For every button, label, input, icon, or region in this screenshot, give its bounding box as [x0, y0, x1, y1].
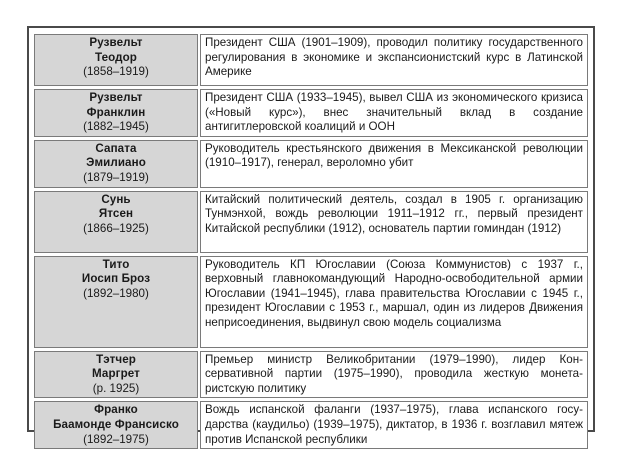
person-name-cell	[34, 351, 198, 399]
person-years: (1866–1925)	[83, 221, 149, 235]
person-years: (1882–1945)	[83, 120, 149, 134]
person-name-line2: Маргрет	[92, 367, 140, 381]
person-name-line2: Иосип Броз	[81, 272, 151, 286]
person-years: (1879–1919)	[83, 170, 149, 184]
person-name-line1: Тито	[102, 257, 130, 271]
table-row	[34, 89, 588, 137]
table-row	[34, 34, 588, 86]
person-name-cell	[34, 140, 198, 188]
person-years: (1892–1975)	[83, 432, 149, 446]
person-name-line1: Тэтчер	[96, 352, 136, 366]
person-name-cell	[34, 401, 198, 449]
biography-table	[32, 31, 590, 452]
person-description: Руководитель КП Югославии (Союза Коммунистов) с 1937 г., верховный главнокомандующий Народно-освободительной армии Югославии (1941–1945), глава правительства Югославии с 1945 г., президент Югославии с 1953 г., маршал, один из лидеров Движения неприсоединения, выдвинул свою модель социализма	[200, 256, 588, 348]
person-name-line1: Рузвельт	[89, 91, 143, 104]
person-name-line2: Франклин	[86, 105, 146, 119]
person-name-line2: Баамонде Франсиско	[53, 417, 179, 431]
person-years: (1892–1980)	[83, 286, 149, 300]
person-description: Руководитель крестьянского движения в Мексиканской революции (1910–1917), генерал, вероломно убит	[200, 140, 588, 188]
person-name-line1: Франко	[94, 403, 138, 417]
person-name-cell	[34, 256, 198, 348]
person-description: Китайский политический деятель, создал в 1905 г. организацию Тунмэнхой, вождь революции 1911–1912 гг., первый президент Китайской республики (1912), основатель партии гоминдан (1912)	[200, 191, 588, 253]
person-years: (р. 1925)	[92, 381, 140, 395]
person-years: (1858–1919)	[83, 65, 149, 79]
person-name-line1: Рузвельт	[89, 36, 143, 49]
person-name-line1: Сапата	[95, 141, 137, 155]
biography-table-frame	[27, 26, 595, 446]
table-row	[34, 401, 588, 449]
person-name-cell	[34, 89, 198, 137]
person-name-cell	[34, 34, 198, 86]
person-name-line2: Эмилиано	[86, 156, 146, 170]
table-row	[34, 191, 588, 253]
person-description: Президент США (1933–1945), вывел США из экономического кризиса («Новый курс»), внес значительный вклад в создание антигитлеровской коалиций и ООН	[200, 89, 588, 137]
person-description: Президент США (1901–1909), проводил политику государственного регулирования в экономике и экспансионистский курс в Латинской Америке	[200, 34, 588, 86]
table-row	[34, 351, 588, 399]
person-name-line2: Теодор	[94, 50, 137, 64]
person-description: Вождь испанской фаланги (1937–1975), глава испанского государства (каудильо) (1939–1975), диктатор, в 1936 г. возглавил мятеж против Испанской республики	[200, 401, 588, 449]
table-row	[34, 140, 588, 188]
table-row	[34, 256, 588, 348]
person-name-cell	[34, 191, 198, 253]
person-description: Премьер министр Великобритании (1979–1990), лидер Консервативной партии (1975–1990), проводила жесткую монетаристскую политику	[200, 351, 588, 399]
person-name-line1: Сунь	[101, 192, 131, 206]
person-name-line2: Ятсен	[98, 207, 134, 221]
